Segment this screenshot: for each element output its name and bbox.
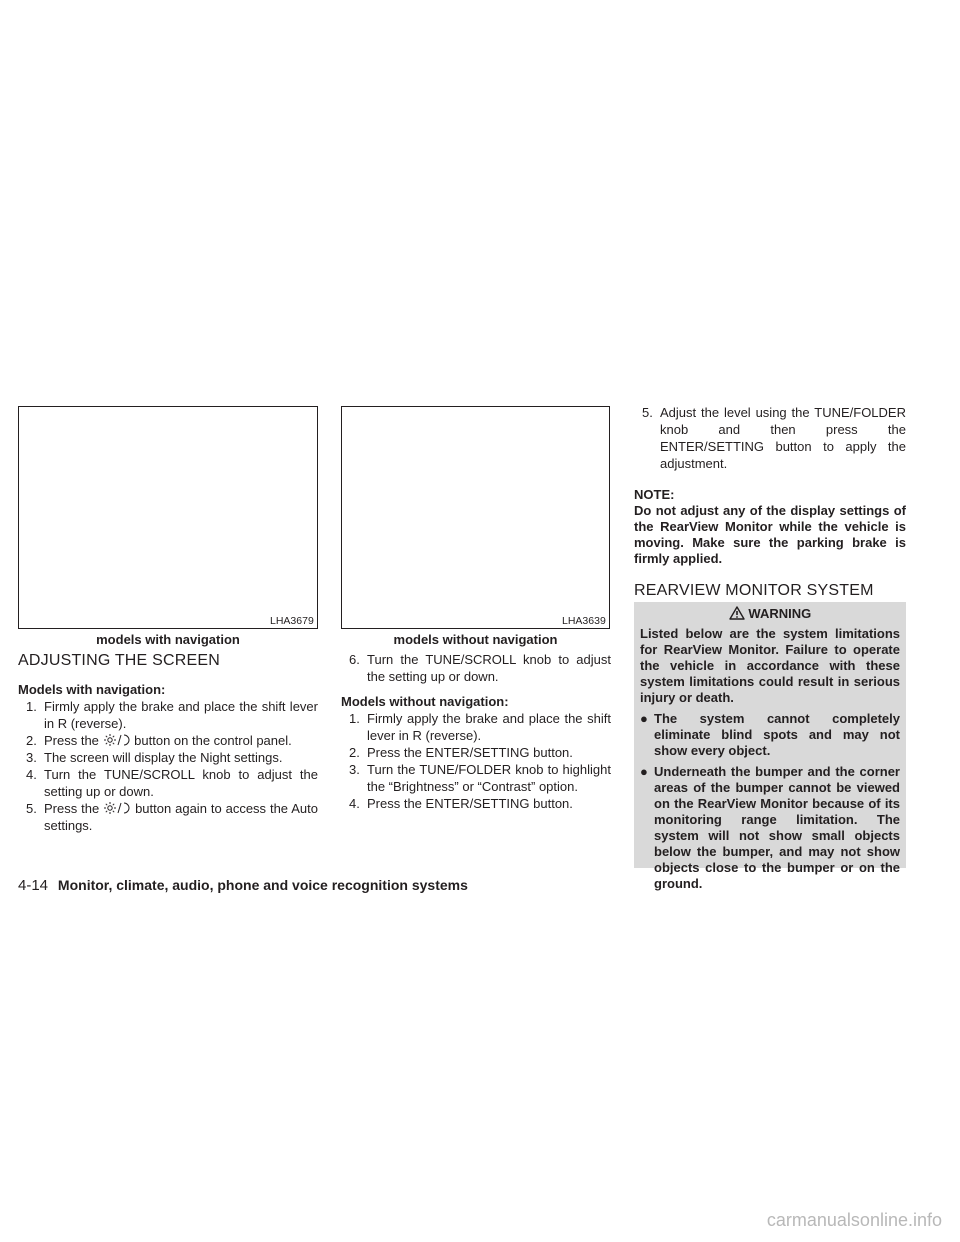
warning-box — [634, 602, 906, 891]
figure-no-navigation — [341, 406, 610, 629]
nav-step-6: 6. Turn the TUNE/SCROLL knob to adjust the setting up or down. — [349, 652, 611, 684]
nonav-step-3: 3. Turn the TUNE/FOLDER knob to highlight the “Brightness” or “Contrast” option. — [349, 762, 611, 794]
nonav-step-5: 5. Adjust the level using the TUNE/FOLDER knob and then press the ENTER/SETTING button to apply the adjustment. — [642, 405, 906, 471]
nav-step-4: 4. Turn the TUNE/SCROLL knob to adjust the setting up or down. — [26, 767, 318, 799]
nav-step-1: 1. Firmly apply the brake and place the shift lever in R (reverse). — [26, 699, 318, 731]
page-footer — [18, 877, 468, 894]
sun-moon-icon — [103, 801, 131, 815]
nonav-step-1: 1. Firmly apply the brake and place the shift lever in R (reverse). — [349, 711, 611, 743]
note-label: NOTE: — [634, 487, 675, 502]
watermark: carmanualsonline.info — [766, 1210, 942, 1230]
warning-bullet-1: ● The system cannot completely eliminate blind spots and may not show every object. — [640, 711, 900, 758]
nav-subheading: Models with navigation: — [18, 682, 166, 697]
nonav-step-2: 2. Press the ENTER/SETTING button. — [349, 745, 573, 760]
left-column — [18, 651, 318, 834]
footer-title: Monitor, climate, audio, phone and voice recognition systems — [57, 877, 468, 893]
bullet-dot: ● — [640, 711, 648, 726]
warning-intro: Listed below are the system limitations for RearView Monitor. Failure to operate the vehicle in accordance with these system limitations could result in serious injury or death. — [640, 626, 900, 705]
figure-caption-right: models without navigation — [393, 632, 558, 647]
sun-moon-icon — [103, 733, 131, 747]
figure-navigation — [18, 406, 318, 629]
figure-code-right: LHA3639 — [562, 615, 606, 627]
figure-code-left: LHA3679 — [270, 615, 314, 627]
right-column — [634, 404, 906, 621]
nav-step-2: 2. Press the button on the control panel. — [26, 733, 292, 748]
nonav-subheading: Models without navigation: — [341, 694, 509, 709]
warning-triangle-icon — [729, 606, 745, 620]
warning-bullet-2: ● Underneath the bumper and the corner areas of the bumper cannot be viewed on the RearView Monitor because of its monitoring range limitation. The system will not show small objects below the bumper, and may not show objects close to the bumper or on the ground. — [640, 764, 900, 891]
note-text: Do not adjust any of the display settings of the RearView Monitor while the vehicle is moving. Make sure the parking brake is firmly applied. — [634, 503, 906, 566]
middle-column — [341, 651, 611, 812]
nonav-step-4: 4. Press the ENTER/SETTING button. — [349, 796, 573, 811]
figure-caption-left: models with navigation — [96, 632, 240, 647]
warning-title: WARNING — [748, 606, 812, 621]
section-heading: ADJUSTING THE SCREEN — [18, 652, 220, 669]
page-number: 4-14 — [18, 877, 49, 894]
nav-step-5: 5. Press the button again to access the Auto settings. — [26, 801, 318, 833]
bullet-dot: ● — [640, 764, 648, 779]
nav-step-3: 3. The screen will display the Night settings. — [26, 750, 283, 765]
limitations-heading-line1: REARVIEW MONITOR SYSTEM — [634, 582, 874, 599]
warning-header — [640, 602, 900, 626]
